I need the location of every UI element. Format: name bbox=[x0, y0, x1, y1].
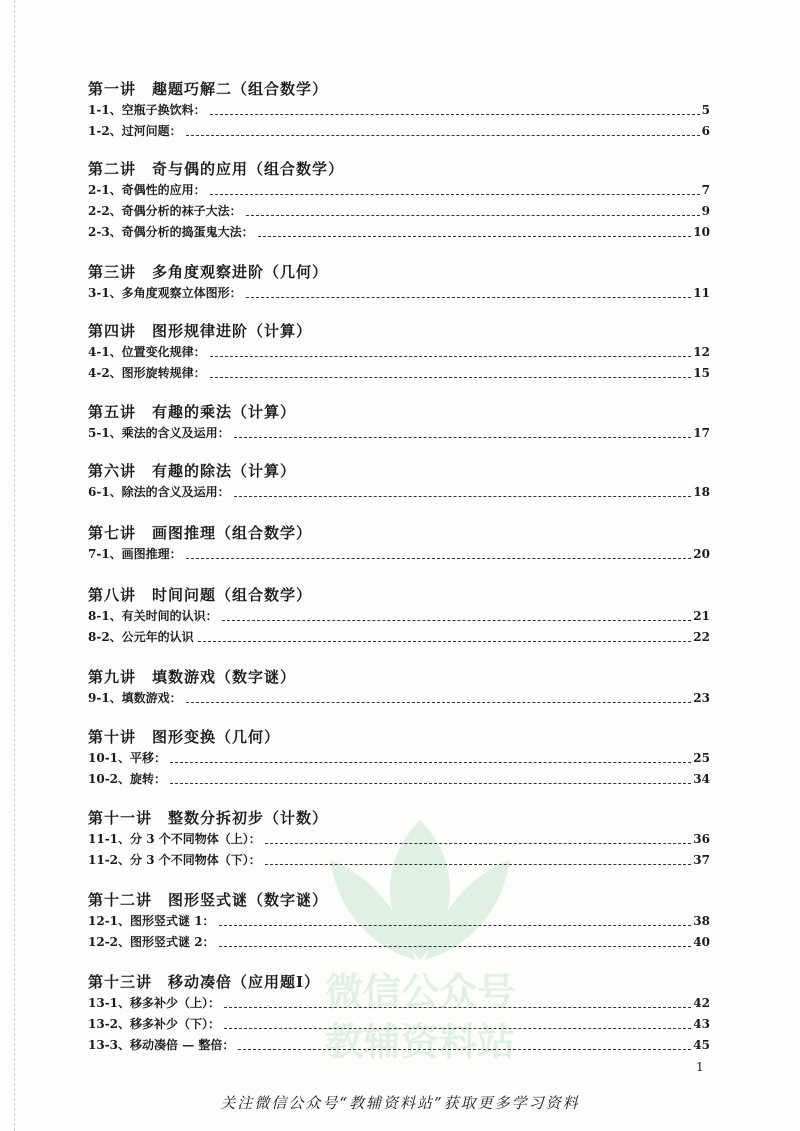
toc-entry-label: 8-1、有关时间的认识： bbox=[88, 609, 218, 623]
toc-entry bbox=[88, 911, 710, 932]
toc-entry bbox=[88, 342, 710, 363]
toc-entry bbox=[88, 769, 710, 790]
toc-entry-label: 5-1、乘法的含义及运用： bbox=[88, 426, 230, 440]
watermark-line1: 微信公众号 bbox=[324, 970, 516, 1014]
toc-entry-page: 6 bbox=[701, 124, 710, 138]
toc-entry bbox=[88, 1035, 710, 1056]
chapter-title: 第二讲 奇与偶的应用（组合数学） bbox=[88, 160, 345, 178]
toc-leader bbox=[186, 557, 692, 559]
toc-leader bbox=[224, 1027, 691, 1029]
toc-entry bbox=[88, 100, 710, 121]
toc-entry-label: 2-2、奇偶分析的袜子大法： bbox=[88, 204, 242, 218]
toc-leader bbox=[210, 376, 692, 378]
toc-entry-label: 4-1、位置变化规律： bbox=[88, 345, 206, 359]
toc-entry bbox=[88, 121, 710, 142]
toc-leader bbox=[246, 214, 700, 216]
toc-entry-label: 13-3、移动凑倍 — 整倍： bbox=[88, 1038, 235, 1052]
toc-entry bbox=[88, 180, 710, 201]
toc-entry-label: 10-1、平移： bbox=[88, 751, 167, 765]
chapter-title: 第十二讲 图形竖式谜（数字谜） bbox=[88, 891, 329, 909]
toc-chapter bbox=[88, 522, 710, 565]
toc-chapter bbox=[88, 401, 710, 444]
toc-chapter bbox=[88, 158, 710, 243]
toc-chapter bbox=[88, 726, 710, 790]
toc-entry bbox=[88, 627, 710, 648]
chapter-title: 第八讲 时间问题（组合数学） bbox=[88, 586, 313, 604]
chapter-title: 第三讲 多角度观察进阶（几何） bbox=[88, 263, 329, 281]
toc-entry bbox=[88, 993, 710, 1014]
toc-entry-page: 11 bbox=[693, 286, 710, 300]
toc-entry bbox=[88, 363, 710, 384]
toc-entry-page: 40 bbox=[693, 935, 710, 949]
toc-leader bbox=[265, 863, 692, 865]
toc-entry-label: 1-2、过河问题： bbox=[88, 124, 182, 138]
toc-leader bbox=[198, 640, 692, 642]
toc-entry bbox=[88, 748, 710, 769]
chapter-title: 第十一讲 整数分拆初步（计数） bbox=[88, 809, 329, 827]
toc-entry-page: 12 bbox=[693, 345, 710, 359]
toc-entry-page: 42 bbox=[693, 996, 710, 1010]
toc-entry bbox=[88, 423, 710, 444]
toc-entry-page: 18 bbox=[693, 485, 710, 499]
toc-entry bbox=[88, 850, 710, 871]
toc-entry-label: 2-1、奇偶性的应用： bbox=[88, 183, 206, 197]
toc-leader bbox=[219, 945, 692, 947]
chapter-title: 第一讲 趣题巧解二（组合数学） bbox=[88, 80, 329, 98]
chapter-title: 第九讲 填数游戏（数字谜） bbox=[88, 668, 297, 686]
chapter-title: 第七讲 画图推理（组合数学） bbox=[88, 524, 313, 542]
toc-leader bbox=[219, 924, 692, 926]
toc-chapter bbox=[88, 666, 710, 709]
toc-entry-label: 7-1、画图推理： bbox=[88, 547, 182, 561]
toc-entry bbox=[88, 688, 710, 709]
toc-entry-label: 13-2、移多补少（下）： bbox=[88, 1017, 221, 1031]
toc-entry-page: 23 bbox=[693, 691, 710, 705]
toc-entry-label: 11-2、分 3 个不同物体（下）： bbox=[88, 853, 261, 867]
toc-entry bbox=[88, 482, 710, 503]
chapter-title: 第十三讲 移动凑倍（应用题Ⅰ） bbox=[88, 973, 321, 991]
toc-leader bbox=[224, 1006, 691, 1008]
toc-leader bbox=[170, 782, 691, 784]
toc-entry-page: 7 bbox=[701, 183, 710, 197]
toc-chapter bbox=[88, 460, 710, 503]
toc-entry-page: 43 bbox=[693, 1017, 710, 1031]
toc-entry-label: 8-2、公元年的认识 bbox=[88, 630, 194, 644]
toc-entry-page: 34 bbox=[693, 772, 710, 786]
toc-chapter bbox=[88, 320, 710, 384]
chapter-title: 第四讲 图形规律进阶（计算） bbox=[88, 322, 313, 340]
toc-entry-page: 10 bbox=[693, 225, 710, 239]
binding-edge bbox=[0, 0, 15, 1131]
toc-entry-page: 21 bbox=[693, 609, 710, 623]
toc-entry-label: 11-1、分 3 个不同物体（上）： bbox=[88, 832, 261, 846]
toc-entry-page: 37 bbox=[693, 853, 710, 867]
footer-note: 关注微信公众号“教辅资料站”获取更多学习资料 bbox=[220, 1094, 580, 1112]
toc-chapter bbox=[88, 261, 710, 304]
toc-entry bbox=[88, 829, 710, 850]
toc-leader bbox=[210, 113, 700, 115]
toc-entry-page: 36 bbox=[693, 832, 710, 846]
toc-entry-label: 13-1、移多补少（上）： bbox=[88, 996, 221, 1010]
watermark-line2: 教辅资料站 bbox=[324, 1020, 516, 1064]
toc-entry-label: 4-2、图形旋转规律： bbox=[88, 366, 206, 380]
toc-leader bbox=[210, 355, 692, 357]
toc-leader bbox=[210, 193, 700, 195]
toc-entry-page: 22 bbox=[693, 630, 710, 644]
toc-chapter bbox=[88, 889, 710, 953]
toc-entry-page: 9 bbox=[701, 204, 710, 218]
toc-leader bbox=[246, 296, 692, 298]
toc-chapter bbox=[88, 971, 710, 1056]
toc-entry bbox=[88, 1014, 710, 1035]
toc-entry bbox=[88, 283, 710, 304]
toc-chapter bbox=[88, 807, 710, 871]
toc-entry-label: 9-1、填数游戏： bbox=[88, 691, 182, 705]
chapter-title: 第六讲 有趣的除法（计算） bbox=[88, 462, 297, 480]
toc-entry-page: 20 bbox=[693, 547, 710, 561]
toc-entry-label: 12-2、图形竖式谜 2： bbox=[88, 935, 215, 949]
toc-entry bbox=[88, 932, 710, 953]
toc-entry-page: 25 bbox=[693, 751, 710, 765]
toc-entry bbox=[88, 606, 710, 627]
toc-entry-label: 10-2、旋转： bbox=[88, 772, 167, 786]
toc-leader bbox=[186, 134, 700, 136]
toc-leader bbox=[238, 1048, 691, 1050]
toc-entry-page: 5 bbox=[701, 103, 710, 117]
toc-leader bbox=[234, 436, 692, 438]
toc-entry bbox=[88, 544, 710, 565]
toc-entry bbox=[88, 201, 710, 222]
toc-entry-label: 12-1、图形竖式谜 1： bbox=[88, 914, 215, 928]
toc-leader bbox=[186, 701, 692, 703]
page-number: 1 bbox=[696, 1060, 704, 1074]
toc-entry-label: 1-1、空瓶子换饮料： bbox=[88, 103, 206, 117]
toc-entry-label: 6-1、除法的含义及运用： bbox=[88, 485, 230, 499]
toc-chapter bbox=[88, 78, 710, 142]
chapter-title: 第五讲 有趣的乘法（计算） bbox=[88, 403, 297, 421]
toc-entry-page: 38 bbox=[693, 914, 710, 928]
toc-entry-label: 2-3、奇偶分析的捣蛋鬼大法： bbox=[88, 225, 254, 239]
toc-leader bbox=[258, 235, 692, 237]
toc-leader bbox=[222, 619, 692, 621]
toc-entry-label: 3-1、多角度观察立体图形： bbox=[88, 286, 242, 300]
toc-leader bbox=[170, 761, 691, 763]
toc-entry bbox=[88, 222, 710, 243]
toc-leader bbox=[265, 842, 692, 844]
toc-leader bbox=[234, 495, 692, 497]
toc-entry-page: 45 bbox=[693, 1038, 710, 1052]
chapter-title: 第十讲 图形变换（几何） bbox=[88, 728, 281, 746]
toc-entry-page: 15 bbox=[693, 366, 710, 380]
toc-chapter bbox=[88, 584, 710, 648]
toc-entry-page: 17 bbox=[693, 426, 710, 440]
